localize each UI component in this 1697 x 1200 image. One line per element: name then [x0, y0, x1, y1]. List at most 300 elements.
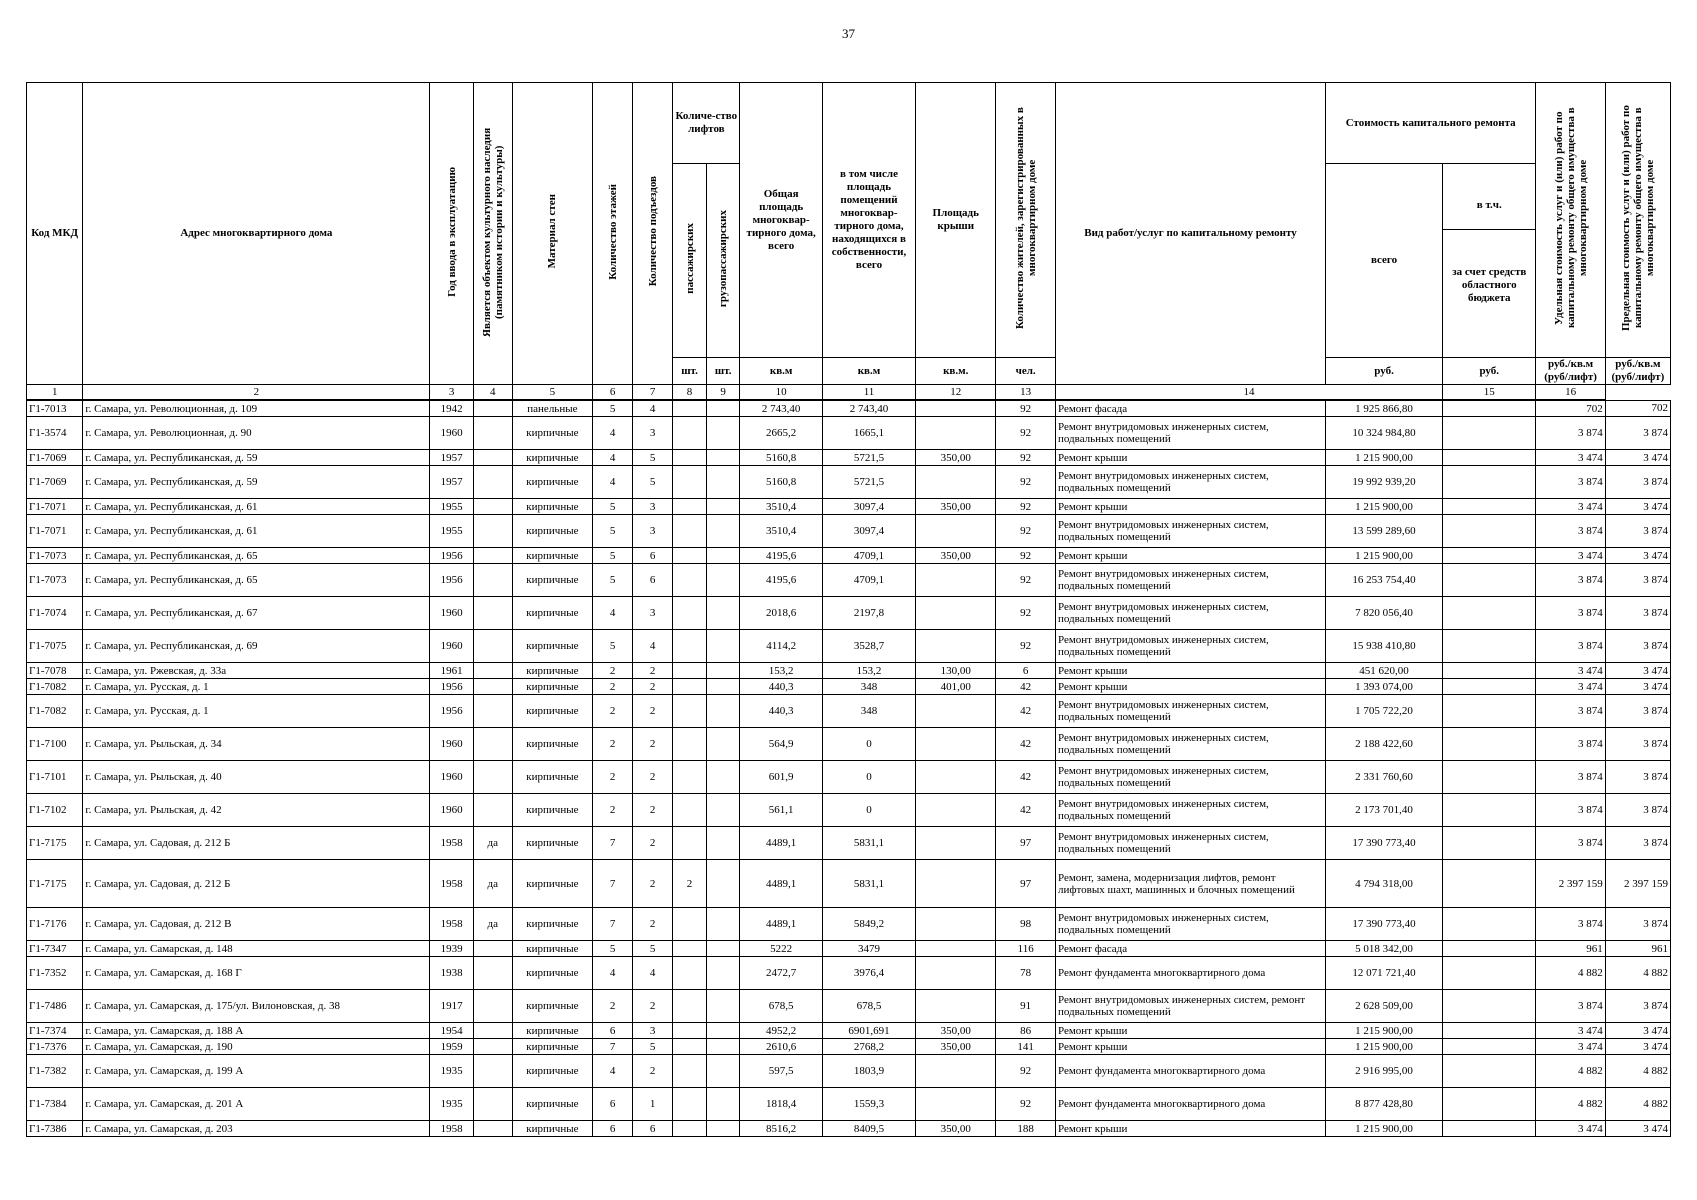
passenger-lifts [673, 1055, 707, 1088]
roof-area: 350,00 [916, 499, 996, 515]
residents-count: 91 [996, 990, 1056, 1023]
address: г. Самара, ул. Русская, д. 1 [83, 695, 430, 728]
cost-total: 12 071 721,40 [1326, 957, 1443, 990]
cost-total: 2 331 760,60 [1326, 761, 1443, 794]
cost-regional [1443, 548, 1536, 564]
owned-area: 5831,1 [822, 860, 915, 908]
cost-regional [1443, 1055, 1536, 1088]
unit-cost: 961 [1536, 941, 1605, 957]
cost-regional [1443, 728, 1536, 761]
entrances-count: 3 [633, 597, 673, 630]
year-built: 1917 [430, 990, 473, 1023]
residents-count: 92 [996, 417, 1056, 450]
heritage-flag [473, 564, 512, 597]
address: г. Самара, ул. Республиканская, д. 59 [83, 450, 430, 466]
unit-cost: 3 874 [1536, 417, 1605, 450]
unit-cost: 3 874 [1536, 564, 1605, 597]
heritage-flag [473, 597, 512, 630]
cost-total: 1 925 866,80 [1326, 400, 1443, 417]
cost-regional [1443, 630, 1536, 663]
residents-count: 42 [996, 794, 1056, 827]
cargo-lifts [706, 728, 740, 761]
entrances-count: 2 [633, 663, 673, 679]
cost-total: 1 393 074,00 [1326, 679, 1443, 695]
roof-area [916, 794, 996, 827]
passenger-lifts [673, 679, 707, 695]
heritage-flag [473, 515, 512, 548]
wall-material: кирпичные [512, 679, 592, 695]
owned-area: 4709,1 [822, 548, 915, 564]
address: г. Самара, ул. Самарская, д. 148 [83, 941, 430, 957]
roof-area [916, 761, 996, 794]
table-row [27, 548, 1671, 564]
unit-cost: 702 [1536, 400, 1605, 417]
unit-cost: 3 874 [1536, 794, 1605, 827]
cost-regional [1443, 564, 1536, 597]
entrances-count: 4 [633, 957, 673, 990]
floors-count: 5 [593, 499, 633, 515]
col-number: 14 [1055, 385, 1442, 401]
header-address: Адрес многоквартирного дома [83, 83, 430, 385]
work-type: Ремонт внутридомовых инженерных систем, подвальных помещений [1055, 597, 1325, 630]
passenger-lifts [673, 630, 707, 663]
heritage-flag [473, 941, 512, 957]
passenger-lifts [673, 499, 707, 515]
roof-area [916, 957, 996, 990]
heritage-flag: да [473, 908, 512, 941]
cost-regional [1443, 515, 1536, 548]
passenger-lifts [673, 417, 707, 450]
total-area: 4489,1 [740, 827, 822, 860]
mkd-code: Г1-7384 [27, 1088, 83, 1121]
cargo-lifts [706, 400, 740, 417]
work-type: Ремонт фундамента многоквартирного дома [1055, 1055, 1325, 1088]
mkd-code: Г1-7069 [27, 466, 83, 499]
unit-sqm: кв.м [740, 358, 822, 385]
address: г. Самара, ул. Республиканская, д. 61 [83, 499, 430, 515]
owned-area: 0 [822, 728, 915, 761]
col-number: 16 [1536, 385, 1605, 401]
col-number: 5 [512, 385, 592, 401]
mkd-code: Г1-7073 [27, 548, 83, 564]
cost-total: 13 599 289,60 [1326, 515, 1443, 548]
mkd-code: Г1-7386 [27, 1121, 83, 1137]
roof-area: 350,00 [916, 450, 996, 466]
heritage-flag [473, 1121, 512, 1137]
entrances-count: 4 [633, 630, 673, 663]
total-area: 8516,2 [740, 1121, 822, 1137]
col-number: 8 [673, 385, 707, 401]
owned-area: 4709,1 [822, 564, 915, 597]
residents-count: 92 [996, 450, 1056, 466]
roof-area [916, 827, 996, 860]
table-row [27, 400, 1671, 417]
wall-material: кирпичные [512, 695, 592, 728]
max-cost: 3 874 [1605, 564, 1670, 597]
unit-pcs: шт. [706, 358, 740, 385]
mkd-code: Г1-7071 [27, 515, 83, 548]
entrances-count: 2 [633, 860, 673, 908]
unit-cost: 3 874 [1536, 466, 1605, 499]
cargo-lifts [706, 1121, 740, 1137]
residents-count: 92 [996, 548, 1056, 564]
floors-count: 2 [593, 728, 633, 761]
col-number: 15 [1443, 385, 1536, 401]
wall-material: кирпичные [512, 990, 592, 1023]
cost-regional [1443, 597, 1536, 630]
roof-area: 401,00 [916, 679, 996, 695]
year-built: 1935 [430, 1088, 473, 1121]
wall-material: кирпичные [512, 957, 592, 990]
mkd-code: Г1-7075 [27, 630, 83, 663]
total-area: 561,1 [740, 794, 822, 827]
wall-material: панельные [512, 400, 592, 417]
header-cost: Стоимость капитального ремонта [1326, 83, 1536, 164]
year-built: 1957 [430, 466, 473, 499]
year-built: 1956 [430, 679, 473, 695]
unit-cost: 3 474 [1536, 499, 1605, 515]
work-type: Ремонт крыши [1055, 663, 1325, 679]
residents-count: 92 [996, 597, 1056, 630]
floors-count: 5 [593, 630, 633, 663]
header-lifts: Количе-ство лифтов [673, 83, 740, 164]
entrances-count: 6 [633, 564, 673, 597]
max-cost: 3 874 [1605, 794, 1670, 827]
cargo-lifts [706, 1088, 740, 1121]
address: г. Самара, ул. Русская, д. 1 [83, 679, 430, 695]
entrances-count: 2 [633, 1055, 673, 1088]
col-number: 9 [706, 385, 740, 401]
column-numbers-row [27, 385, 1671, 401]
year-built: 1942 [430, 400, 473, 417]
address: г. Самара, ул. Революционная, д. 109 [83, 400, 430, 417]
mkd-code: Г1-7382 [27, 1055, 83, 1088]
cargo-lifts [706, 957, 740, 990]
unit-sqm: кв.м. [916, 358, 996, 385]
year-built: 1958 [430, 860, 473, 908]
address: г. Самара, ул. Рыльская, д. 34 [83, 728, 430, 761]
year-built: 1954 [430, 1023, 473, 1039]
max-cost: 4 882 [1605, 957, 1670, 990]
mkd-code: Г1-7074 [27, 597, 83, 630]
max-cost: 3 474 [1605, 663, 1670, 679]
wall-material: кирпичные [512, 941, 592, 957]
heritage-flag [473, 794, 512, 827]
work-type: Ремонт внутридомовых инженерных систем, подвальных помещений [1055, 564, 1325, 597]
wall-material: кирпичные [512, 1055, 592, 1088]
roof-area [916, 597, 996, 630]
header-code: Код МКД [27, 83, 83, 385]
wall-material: кирпичные [512, 761, 592, 794]
owned-area: 348 [822, 679, 915, 695]
mkd-code: Г1-7082 [27, 679, 83, 695]
col-number: 10 [740, 385, 822, 401]
unit-cost: 3 474 [1536, 1023, 1605, 1039]
wall-material: кирпичные [512, 663, 592, 679]
max-cost: 2 397 159 [1605, 860, 1670, 908]
floors-count: 6 [593, 1088, 633, 1121]
owned-area: 0 [822, 761, 915, 794]
heritage-flag [473, 450, 512, 466]
total-area: 5222 [740, 941, 822, 957]
floors-count: 5 [593, 548, 633, 564]
heritage-flag: да [473, 827, 512, 860]
mkd-code: Г1-7175 [27, 860, 83, 908]
unit-rate: руб./кв.м (руб/лифт) [1605, 358, 1670, 385]
year-built: 1939 [430, 941, 473, 957]
table-row [27, 1088, 1671, 1121]
passenger-lifts [673, 564, 707, 597]
total-area: 564,9 [740, 728, 822, 761]
max-cost: 3 474 [1605, 679, 1670, 695]
max-cost: 3 874 [1605, 597, 1670, 630]
residents-count: 116 [996, 941, 1056, 957]
cost-total: 1 215 900,00 [1326, 1039, 1443, 1055]
max-cost: 3 874 [1605, 630, 1670, 663]
passenger-lifts: 2 [673, 860, 707, 908]
mkd-code: Г1-7078 [27, 663, 83, 679]
owned-area: 348 [822, 695, 915, 728]
roof-area [916, 860, 996, 908]
work-type: Ремонт фасада [1055, 941, 1325, 957]
cost-total: 16 253 754,40 [1326, 564, 1443, 597]
cargo-lifts [706, 597, 740, 630]
heritage-flag [473, 679, 512, 695]
address: г. Самара, ул. Рыльская, д. 42 [83, 794, 430, 827]
max-cost: 3 874 [1605, 761, 1670, 794]
residents-count: 92 [996, 499, 1056, 515]
heritage-flag [473, 695, 512, 728]
cargo-lifts [706, 417, 740, 450]
entrances-count: 4 [633, 400, 673, 417]
unit-cost: 3 874 [1536, 908, 1605, 941]
passenger-lifts [673, 1088, 707, 1121]
cost-regional [1443, 761, 1536, 794]
year-built: 1959 [430, 1039, 473, 1055]
residents-count: 92 [996, 515, 1056, 548]
col-number: 13 [996, 385, 1056, 401]
header-year: Год ввода в эксплуатацию [430, 83, 473, 385]
cost-total: 1 215 900,00 [1326, 548, 1443, 564]
unit-cost: 3 474 [1536, 450, 1605, 466]
roof-area [916, 1088, 996, 1121]
roof-area [916, 1055, 996, 1088]
wall-material: кирпичные [512, 827, 592, 860]
table-row [27, 597, 1671, 630]
residents-count: 188 [996, 1121, 1056, 1137]
col-number: 12 [916, 385, 996, 401]
address: г. Самара, ул. Самарская, д. 188 А [83, 1023, 430, 1039]
heritage-flag [473, 630, 512, 663]
mkd-code: Г1-3574 [27, 417, 83, 450]
table-row [27, 908, 1671, 941]
max-cost: 3 874 [1605, 695, 1670, 728]
floors-count: 7 [593, 860, 633, 908]
passenger-lifts [673, 548, 707, 564]
total-area: 597,5 [740, 1055, 822, 1088]
wall-material: кирпичные [512, 499, 592, 515]
year-built: 1955 [430, 499, 473, 515]
max-cost: 3 874 [1605, 990, 1670, 1023]
residents-count: 86 [996, 1023, 1056, 1039]
address: г. Самара, ул. Революционная, д. 90 [83, 417, 430, 450]
max-cost: 3 874 [1605, 908, 1670, 941]
unit-cost: 3 874 [1536, 990, 1605, 1023]
address: г. Самара, ул. Самарская, д. 203 [83, 1121, 430, 1137]
table-row [27, 728, 1671, 761]
heritage-flag [473, 761, 512, 794]
owned-area: 3097,4 [822, 515, 915, 548]
cost-regional [1443, 1023, 1536, 1039]
passenger-lifts [673, 794, 707, 827]
max-cost: 4 882 [1605, 1088, 1670, 1121]
table-row [27, 1039, 1671, 1055]
owned-area: 1803,9 [822, 1055, 915, 1088]
owned-area: 2768,2 [822, 1039, 915, 1055]
passenger-lifts [673, 990, 707, 1023]
year-built: 1955 [430, 515, 473, 548]
year-built: 1958 [430, 827, 473, 860]
cost-regional [1443, 827, 1536, 860]
total-area: 601,9 [740, 761, 822, 794]
roof-area [916, 630, 996, 663]
residents-count: 98 [996, 908, 1056, 941]
unit-rate: руб./кв.м (руб/лифт) [1536, 358, 1605, 385]
wall-material: кирпичные [512, 1023, 592, 1039]
unit-cost: 3 474 [1536, 663, 1605, 679]
residents-count: 97 [996, 860, 1056, 908]
cost-total: 1 215 900,00 [1326, 499, 1443, 515]
year-built: 1960 [430, 417, 473, 450]
table-row [27, 466, 1671, 499]
unit-people: чел. [996, 358, 1056, 385]
max-cost: 3 474 [1605, 1039, 1670, 1055]
entrances-count: 2 [633, 990, 673, 1023]
cargo-lifts [706, 630, 740, 663]
unit-sqm: кв.м [822, 358, 915, 385]
cost-total: 451 620,00 [1326, 663, 1443, 679]
table-header [27, 83, 1671, 385]
floors-count: 5 [593, 564, 633, 597]
entrances-count: 3 [633, 499, 673, 515]
max-cost: 3 874 [1605, 417, 1670, 450]
work-type: Ремонт крыши [1055, 499, 1325, 515]
total-area: 4195,6 [740, 564, 822, 597]
floors-count: 6 [593, 1023, 633, 1039]
max-cost: 3 474 [1605, 1121, 1670, 1137]
floors-count: 4 [593, 1055, 633, 1088]
work-type: Ремонт внутридомовых инженерных систем, подвальных помещений [1055, 417, 1325, 450]
passenger-lifts [673, 663, 707, 679]
work-type: Ремонт внутридомовых инженерных систем, подвальных помещений [1055, 466, 1325, 499]
unit-rub: руб. [1326, 358, 1443, 385]
col-number: 3 [430, 385, 473, 401]
total-area: 2 743,40 [740, 400, 822, 417]
unit-cost: 4 882 [1536, 1055, 1605, 1088]
cost-regional [1443, 941, 1536, 957]
mkd-code: Г1-7374 [27, 1023, 83, 1039]
max-cost: 3 874 [1605, 515, 1670, 548]
max-cost: 961 [1605, 941, 1670, 957]
mkd-code: Г1-7176 [27, 908, 83, 941]
floors-count: 4 [593, 597, 633, 630]
unit-cost: 3 474 [1536, 1121, 1605, 1137]
total-area: 2665,2 [740, 417, 822, 450]
passenger-lifts [673, 761, 707, 794]
floors-count: 5 [593, 515, 633, 548]
year-built: 1958 [430, 1121, 473, 1137]
max-cost: 3 874 [1605, 827, 1670, 860]
work-type: Ремонт крыши [1055, 1039, 1325, 1055]
owned-area: 3976,4 [822, 957, 915, 990]
table-row [27, 695, 1671, 728]
header-lifts-pass: пассажирских [673, 164, 707, 358]
wall-material: кирпичные [512, 630, 592, 663]
cargo-lifts [706, 450, 740, 466]
cost-total: 1 215 900,00 [1326, 1023, 1443, 1039]
cargo-lifts [706, 499, 740, 515]
cost-regional [1443, 957, 1536, 990]
mkd-code: Г1-7073 [27, 564, 83, 597]
table-row [27, 417, 1671, 450]
cost-total: 1 705 722,20 [1326, 695, 1443, 728]
residents-count: 42 [996, 679, 1056, 695]
cost-regional [1443, 679, 1536, 695]
work-type: Ремонт фундамента многоквартирного дома [1055, 1088, 1325, 1121]
heritage-flag [473, 466, 512, 499]
cost-regional [1443, 466, 1536, 499]
floors-count: 6 [593, 1121, 633, 1137]
heritage-flag: да [473, 860, 512, 908]
total-area: 4114,2 [740, 630, 822, 663]
wall-material: кирпичные [512, 417, 592, 450]
owned-area: 5721,5 [822, 450, 915, 466]
cost-total: 10 324 984,80 [1326, 417, 1443, 450]
year-built: 1960 [430, 728, 473, 761]
unit-cost: 3 874 [1536, 761, 1605, 794]
passenger-lifts [673, 1121, 707, 1137]
passenger-lifts [673, 466, 707, 499]
address: г. Самара, ул. Самарская, д. 168 Г [83, 957, 430, 990]
unit-cost: 3 474 [1536, 679, 1605, 695]
cost-regional [1443, 417, 1536, 450]
work-type: Ремонт внутридомовых инженерных систем, подвальных помещений [1055, 794, 1325, 827]
total-area: 5160,8 [740, 450, 822, 466]
table-row [27, 761, 1671, 794]
passenger-lifts [673, 515, 707, 548]
wall-material: кирпичные [512, 860, 592, 908]
floors-count: 7 [593, 908, 633, 941]
residents-count: 42 [996, 695, 1056, 728]
address: г. Самара, ул. Республиканская, д. 65 [83, 564, 430, 597]
cargo-lifts [706, 941, 740, 957]
floors-count: 7 [593, 1039, 633, 1055]
cost-total: 1 215 900,00 [1326, 1121, 1443, 1137]
wall-material: кирпичные [512, 1039, 592, 1055]
mkd-code: Г1-7100 [27, 728, 83, 761]
passenger-lifts [673, 450, 707, 466]
capital-repair-table [26, 82, 1671, 1137]
header-owned-area: в том числе площадь помещений многоквар-тирного дома, находящихся в собственности, всего [822, 83, 915, 358]
total-area: 153,2 [740, 663, 822, 679]
table-row [27, 499, 1671, 515]
cargo-lifts [706, 679, 740, 695]
col-number: 7 [633, 385, 673, 401]
owned-area: 2197,8 [822, 597, 915, 630]
cost-regional [1443, 1039, 1536, 1055]
header-floors: Количество этажей [593, 83, 633, 385]
unit-cost: 3 874 [1536, 827, 1605, 860]
